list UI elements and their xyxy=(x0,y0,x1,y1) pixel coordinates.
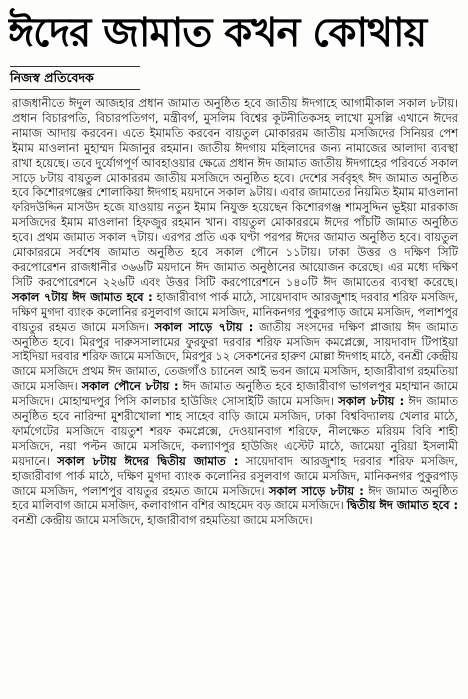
headline: ঈদের জামাত কখন কোথায় xyxy=(8,10,427,56)
byline: নিজস্ব প্রতিবেদক xyxy=(10,70,94,85)
subheading-run: সকাল ৭টায় ঈদ জামাত হবে : xyxy=(12,289,153,304)
body-run: ঈদ জামাত অনুষ্ঠিত হবে হাজারীবাগ ভাগলপুর মহাম্মান জামে মসজিদে। মোহাম্মদপুর পিসি কালচার হাউজিং সোসাইটি জামে মসজিদ। xyxy=(12,379,458,409)
subheading-run: সকাল পৌনে ৮টায় : xyxy=(81,379,179,394)
subheading-run: সকাল ৮টায় ঈদের দ্বিতীয় জামাত : xyxy=(57,453,239,468)
body-run: ঈদ জামাত অনুষ্ঠিত হবে নারিন্দা মুশরীখোলা শাহ সাহেব বাড়ি জামে মসজিদ, ঢাকা বিশ্ববিদ্যালয় খেলার মাঠে, ফার্মগেটের মসজিদে বায়তুশ শরফ কমপ্লেক্সে, দেওয়ানবাগ শরিফে, নীলক্ষেত মরিয়ম বিবি শাহী মসজিদে, নয়া পল্টন জামে মসজিদে, কল্যাণপুর হাউজিং এস্টেট মাঠে, জামেয়া নুরিয়া ইসলামী ময়দানে। xyxy=(12,394,458,468)
body-run: সায়েদাবাদ আরজুশাহ দরবার শরিফ মসজিদ, হাজারীবাগ পার্ক মাঠে, দক্ষিণ মুগদা ব্যাংক কলোনির রসুলবাগ জামে মসজিদ, মানিকনগর পুকুরপাড় জামে মসজিদ, পলাশপুর বায়তুর রহমত জামে মসজিদে। xyxy=(12,453,458,498)
subheading-run: সকাল ৮টায় : xyxy=(338,394,405,409)
body-run: রাজধানীতে ঈদুল আজহার প্রধান জামাত অনুষ্ঠিত হবে জাতীয় ঈদগাহে আগামীকাল সকাল ৮টায়। প্রধান বিচারপতি, বিচারপতিগণ, মন্ত্রীবর্গ, মুসলিম বিশ্বের কূটনীতিকসহ লাখো মুসল্লি এখানে ঈদের নামাজ আদায় করবেন। এতে ইমামতি করবেন বায়তুল মোকাররম জাতীয় মসজিদের সিনিয়র পেশ ইমাম মাওলানা মুহাম্মদ মিজানুর রহমান। জাতীয় ঈদগায় মহিলাদের জন্য নামাজের আলাদা ব্যবস্থা রাখা হয়েছে। তবে দুর্যোগপূর্ণ আবহাওয়ার ক্ষেত্রে প্রধান ঈদ জামাত জাতীয় ঈদগাহের পরিবর্তে সকাল সাড়ে ৮টায় বায়তুল মোকাররম জাতীয় মসজিদে অনুষ্ঠিত হবে। দেশের সর্ববৃহৎ ঈদ জামাত অনুষ্ঠিত হবে কিশোরগঞ্জের শোলাকিয়া ঈদগাহ ময়দানে সকাল ৯টায়। এবার জামাতের নিয়মিত ইমাম মাওলানা ফরিদউদ্দিন মাসউদ হজে যাওয়ায় নতুন ইমাম নিযুক্ত হয়েছেন কিশোরগঞ্জ শামসুদ্দিন ভূইয়া মারকাজ মসজিদের ইমাম মাওলানা হিফজুর রহমান খান। বায়তুল মোকাররমে ঈদের পাঁচটি জামাত অনুষ্ঠিত হবে। প্রথম জামাত সকাল ৭টায়। এরপর প্রতি এক ঘণ্টা পরপর ঈদের জামাত অনুষ্ঠিত হবে। বায়তুল মোকাররমে সর্বশেষ জামাত অনুষ্ঠিত হবে সকাল পৌনে ১১টায়। ঢাকা উত্তর ও দক্ষিণ সিটি করপোরেশন রাজধানীর ৩৬৬টি ময়দানে ঈদ জামাত অনুষ্ঠানের আয়োজন করেছে। এর মধ্যে দক্ষিণ সিটি করপোরেশনে ২২৬টি এবং উত্তর সিটি করপোরেশনে ১৪০টি ঈদ জামাতের ব্যবস্থা করেছে। xyxy=(12,96,458,289)
body-run: জাতীয় সংসদের দক্ষিণ প্লাজায় ঈদ জামাত অনুষ্ঠিত হবে। মিরপুর দারুসসালামের ফুরফুরা দরবার শরিফ মসজিদ কমপ্লেক্সে, সায়দাবাদ টিপাইয়া সাইদিয়া দরবার শরিফ জামে মসজিদে, মিরপুর ১২ সেকশনের হারুণ মোল্লা ঈদগাহ মাঠে, বনশ্রী কেন্দ্রীয় জামে মসজিদে প্রথম ঈদ জামাত, তেজগাঁও চ্যানেল আই ভবন জামে মসজিদ, হাজারীবাগ রহমতিয়া জামে মসজিদ। xyxy=(12,319,458,394)
body-run: হাজারীবাগ পার্ক মাঠে, সায়েদাবাদ আরজুশাহ দরবার শরিফ মসজিদ, দক্ষিণ মুগদা ব্যাংক কলোনির রসুলবাগ জামে মসজিদ, মানিকনগর পুকুরপাড় জামে মসজিদ, পলাশপুর বায়তুর রহমত জামে মসজিদ। xyxy=(12,289,458,334)
article-body xyxy=(12,96,458,696)
byline-top-rule xyxy=(10,66,140,67)
body-run: বনশ্রী কেন্দ্রীয় জামে মসজিদে, হাজারীবাগ রহমতিয়া জামে মসজিদে। xyxy=(12,513,313,528)
subheading-run: সকাল সাড়ে ৮টায় : xyxy=(269,483,364,498)
byline-bottom-rule xyxy=(10,89,140,90)
subheading-run: সকাল সাড়ে ৭টায় : xyxy=(154,319,254,334)
subheading-run: দ্বিতীয় ঈদ জামাত হবে : xyxy=(346,498,458,513)
body-run: ঈদ জামাত অনুষ্ঠিত হবে মালিবাগ জামে মসজিদ, কলাবাগান বশির আহমেদ বড় জামে মসজিদে। xyxy=(12,483,458,513)
